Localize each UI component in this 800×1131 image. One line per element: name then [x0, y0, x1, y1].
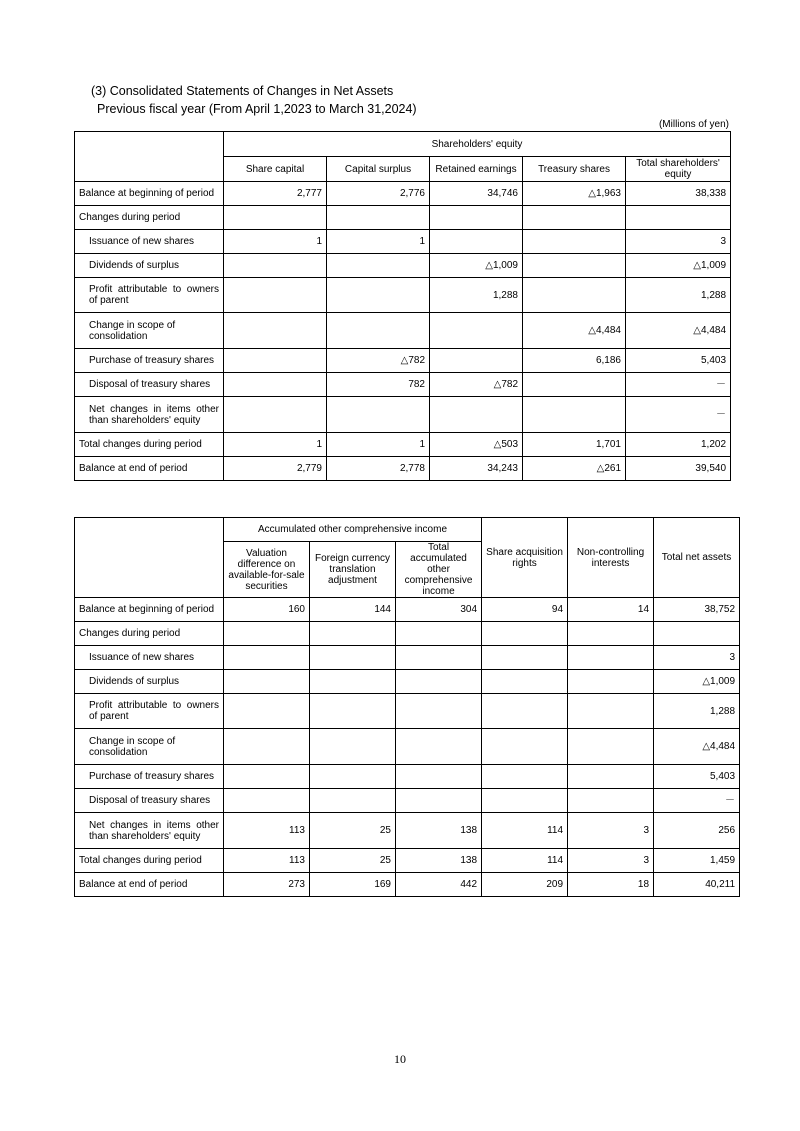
table-cell: 2,776 — [327, 182, 430, 206]
table-cell — [327, 397, 430, 433]
table-cell — [430, 230, 523, 254]
net-assets-table — [74, 517, 740, 897]
table-cell: 38,752 — [654, 598, 740, 622]
table-cell: △503 — [430, 433, 523, 457]
table-cell: 160 — [224, 598, 310, 622]
table-cell — [310, 789, 396, 813]
table-cell: △1,009 — [626, 254, 731, 278]
table-row — [75, 349, 731, 373]
table-cell — [523, 254, 626, 278]
table-row — [75, 789, 740, 813]
row-label: Dividends of surplus — [75, 254, 224, 278]
row-label: Net changes in items other than shareholders' equity — [75, 397, 224, 433]
shareholders-equity-table — [74, 131, 731, 481]
accumulated-oci-header: Accumulated other comprehensive income — [224, 518, 482, 542]
row-label: Net changes in items other than shareholders' equity — [75, 813, 224, 849]
table-cell — [310, 729, 396, 765]
table-cell — [482, 729, 568, 765]
row-label-header — [75, 132, 224, 182]
table-cell: 14 — [568, 598, 654, 622]
table-cell — [482, 765, 568, 789]
col-total-accumulated-oci: Total accumulated other comprehensive income — [396, 542, 482, 598]
table-cell — [482, 670, 568, 694]
table-cell — [430, 313, 523, 349]
table-cell — [224, 694, 310, 729]
table-cell — [310, 765, 396, 789]
table-cell: 113 — [224, 849, 310, 873]
col-foreign-currency-translation: Foreign currency translation adjustment — [310, 542, 396, 598]
table-cell — [482, 694, 568, 729]
table-row — [75, 729, 740, 765]
page-heading: (3) Consolidated Statements of Changes in Net Assets — [91, 84, 394, 98]
table-cell — [430, 206, 523, 230]
table-cell: 138 — [396, 813, 482, 849]
table-cell: △1,009 — [654, 670, 740, 694]
table-cell: 18 — [568, 873, 654, 897]
table-cell — [396, 622, 482, 646]
table-cell: 34,746 — [430, 182, 523, 206]
table-row — [75, 598, 740, 622]
table-cell: 1 — [224, 433, 327, 457]
table-cell — [224, 789, 310, 813]
table-cell: 40,211 — [654, 873, 740, 897]
row-label: Changes during period — [75, 622, 224, 646]
col-retained-earnings: Retained earnings — [430, 157, 523, 182]
table-row — [75, 694, 740, 729]
table-row — [75, 765, 740, 789]
table-cell: 144 — [310, 598, 396, 622]
table-cell: △4,484 — [654, 729, 740, 765]
table-row — [75, 622, 740, 646]
table-cell — [482, 622, 568, 646]
table-cell — [523, 373, 626, 397]
table-cell: 2,778 — [327, 457, 430, 481]
table-row — [75, 849, 740, 873]
table-cell — [568, 646, 654, 670]
row-label: Profit attributable to owners of parent — [75, 694, 224, 729]
table-cell: 1 — [327, 433, 430, 457]
table-cell — [396, 765, 482, 789]
table-cell — [224, 206, 327, 230]
table-cell: 1,202 — [626, 433, 731, 457]
table-cell — [568, 729, 654, 765]
table-cell — [523, 230, 626, 254]
table-cell — [430, 349, 523, 373]
table-cell: △1,963 — [523, 182, 626, 206]
table-cell: 273 — [224, 873, 310, 897]
row-label: Total changes during period — [75, 849, 224, 873]
table-cell: 1 — [224, 230, 327, 254]
table-cell — [396, 646, 482, 670]
table-cell — [224, 729, 310, 765]
col-total-shareholders-equity: Total shareholders' equity — [626, 157, 731, 182]
table-cell — [224, 622, 310, 646]
table-cell: － — [654, 789, 740, 813]
table-cell — [482, 646, 568, 670]
col-treasury-shares: Treasury shares — [523, 157, 626, 182]
table-cell — [568, 694, 654, 729]
row-label: Total changes during period — [75, 433, 224, 457]
row-label: Changes during period — [75, 206, 224, 230]
row-label: Balance at beginning of period — [75, 182, 224, 206]
table-cell — [310, 694, 396, 729]
table-cell — [396, 694, 482, 729]
table-cell — [654, 622, 740, 646]
page-number: 10 — [394, 1052, 406, 1066]
row-label: Issuance of new shares — [75, 646, 224, 670]
table-cell — [327, 278, 430, 313]
table-row — [75, 206, 731, 230]
table-cell: 3 — [568, 849, 654, 873]
table-row — [75, 670, 740, 694]
table-cell: 94 — [482, 598, 568, 622]
table-cell — [224, 254, 327, 278]
table-cell: 304 — [396, 598, 482, 622]
table-cell — [396, 729, 482, 765]
table-cell: △4,484 — [626, 313, 731, 349]
col-share-acquisition-rights: Share acquisition rights — [482, 518, 568, 598]
table-cell — [327, 206, 430, 230]
table-row — [75, 433, 731, 457]
table-cell: 2,777 — [224, 182, 327, 206]
table-cell: △261 — [523, 457, 626, 481]
table-row — [75, 646, 740, 670]
table-cell: 209 — [482, 873, 568, 897]
table-cell — [224, 646, 310, 670]
table-cell — [327, 313, 430, 349]
table-cell: △782 — [430, 373, 523, 397]
table-cell — [224, 373, 327, 397]
table-row — [75, 254, 731, 278]
table-cell: △4,484 — [523, 313, 626, 349]
row-label: Purchase of treasury shares — [75, 349, 224, 373]
table-cell — [224, 278, 327, 313]
row-label: Balance at beginning of period — [75, 598, 224, 622]
table-cell — [327, 254, 430, 278]
table-cell — [224, 765, 310, 789]
table-cell — [482, 789, 568, 813]
period-subheading: Previous fiscal year (From April 1,2023 to March 31,2024) — [97, 102, 417, 116]
table-cell — [523, 278, 626, 313]
table-cell — [523, 397, 626, 433]
row-label: Purchase of treasury shares — [75, 765, 224, 789]
table-row — [75, 813, 740, 849]
table-cell — [396, 789, 482, 813]
table-cell: 38,338 — [626, 182, 731, 206]
table-cell: 1,459 — [654, 849, 740, 873]
table-cell: 39,540 — [626, 457, 731, 481]
table-cell — [430, 397, 523, 433]
table-cell — [568, 765, 654, 789]
col-capital-surplus: Capital surplus — [327, 157, 430, 182]
table-cell: 114 — [482, 813, 568, 849]
table-cell — [310, 622, 396, 646]
table-cell: 5,403 — [654, 765, 740, 789]
table-cell — [568, 622, 654, 646]
table-cell: 25 — [310, 849, 396, 873]
table-cell: 114 — [482, 849, 568, 873]
table-cell — [224, 670, 310, 694]
table-cell: 2,779 — [224, 457, 327, 481]
table-cell: △1,009 — [430, 254, 523, 278]
unit-note: (Millions of yen) — [658, 119, 729, 130]
row-label-header — [75, 518, 224, 598]
table-cell — [523, 206, 626, 230]
table-cell: 1,288 — [430, 278, 523, 313]
row-label: Change in scope of consolidation — [75, 729, 224, 765]
table-row — [75, 182, 731, 206]
table-row — [75, 873, 740, 897]
table-cell: 34,243 — [430, 457, 523, 481]
col-total-net-assets: Total net assets — [654, 518, 740, 598]
table-cell: 782 — [327, 373, 430, 397]
table-cell — [568, 789, 654, 813]
table-cell — [224, 313, 327, 349]
table-cell — [396, 670, 482, 694]
table-cell: 1,288 — [626, 278, 731, 313]
table-cell — [224, 397, 327, 433]
table-cell: △782 — [327, 349, 430, 373]
table-cell: 256 — [654, 813, 740, 849]
row-label: Dividends of surplus — [75, 670, 224, 694]
table-cell: 6,186 — [523, 349, 626, 373]
row-label: Profit attributable to owners of parent — [75, 278, 224, 313]
table-cell: 113 — [224, 813, 310, 849]
table-cell: 25 — [310, 813, 396, 849]
table-cell: 1,288 — [654, 694, 740, 729]
row-label: Balance at end of period — [75, 873, 224, 897]
table-row — [75, 230, 731, 254]
col-share-capital: Share capital — [224, 157, 327, 182]
col-non-controlling-interests: Non-controlling interests — [568, 518, 654, 598]
table-row — [75, 313, 731, 349]
table-cell: 1 — [327, 230, 430, 254]
table-row — [75, 278, 731, 313]
table-cell: 1,701 — [523, 433, 626, 457]
table-row — [75, 397, 731, 433]
table-cell: 3 — [626, 230, 731, 254]
row-label: Change in scope of consolidation — [75, 313, 224, 349]
table-cell: 3 — [654, 646, 740, 670]
table-cell — [224, 349, 327, 373]
row-label: Disposal of treasury shares — [75, 373, 224, 397]
table-cell: 442 — [396, 873, 482, 897]
col-valuation-difference: Valuation difference on available-for-sale securities — [224, 542, 310, 598]
table-cell: 5,403 — [626, 349, 731, 373]
table-cell: 138 — [396, 849, 482, 873]
table-cell: － — [626, 373, 731, 397]
table-cell — [310, 646, 396, 670]
table-row — [75, 457, 731, 481]
table-cell — [568, 670, 654, 694]
table-cell — [626, 206, 731, 230]
table-cell: 169 — [310, 873, 396, 897]
row-label: Issuance of new shares — [75, 230, 224, 254]
row-label: Balance at end of period — [75, 457, 224, 481]
table-cell: － — [626, 397, 731, 433]
shareholders-equity-header: Shareholders' equity — [224, 132, 731, 157]
table-cell — [310, 670, 396, 694]
table-cell: 3 — [568, 813, 654, 849]
row-label: Disposal of treasury shares — [75, 789, 224, 813]
table-row — [75, 373, 731, 397]
